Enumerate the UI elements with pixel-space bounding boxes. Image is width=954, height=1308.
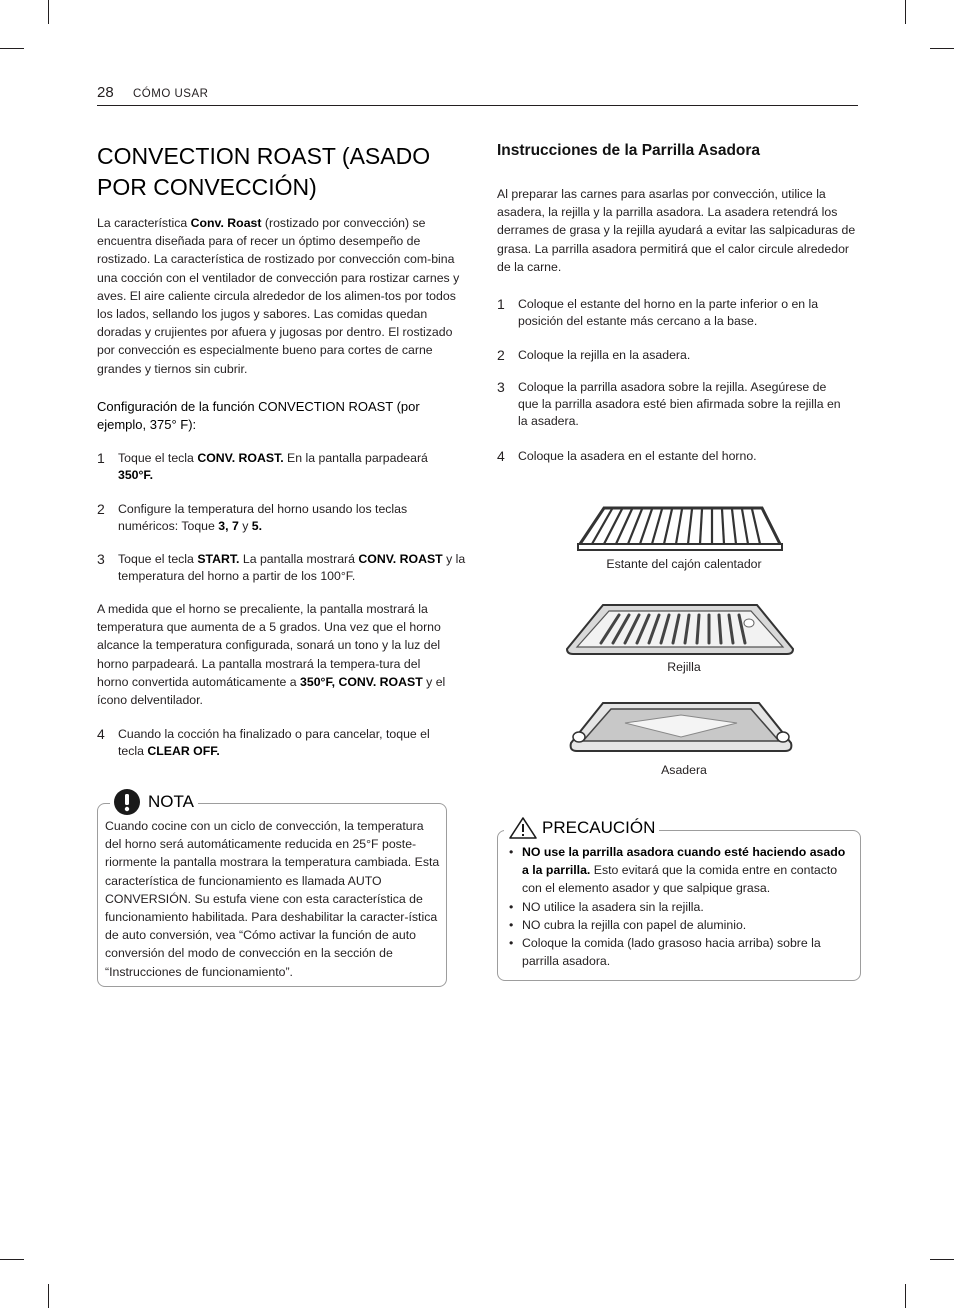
broiler-step-2: [497, 347, 849, 364]
caution-title: PRECAUCIÓN: [542, 818, 656, 837]
caution-list: [508, 843, 848, 970]
note-box: [97, 803, 447, 987]
caution-item: • NO use la parrilla asadora cuando esté haciendo asado a la parrilla. Esto evitará que la comida entre en contacto con el elemento asador y que salpique grasa.: [508, 843, 848, 898]
step-number: 4: [497, 448, 505, 464]
crop-mark: [0, 1259, 24, 1260]
caution-label: [504, 815, 659, 841]
step-number: 3: [97, 551, 105, 567]
config-heading: Configuración de la función CONVECTION ROAST (por ejemplo, 375° F):: [97, 399, 420, 432]
broiler-step-3: [497, 379, 849, 430]
broiler-heading: Instrucciones de la Parrilla Asadora: [497, 142, 761, 159]
step-number: 1: [497, 296, 505, 312]
config-step-2: [97, 501, 457, 535]
step-text: Coloque la rejilla en la asadera.: [518, 348, 691, 362]
caution-item: • Coloque la comida (lado grasoso hacia arriba) sobre la parrilla asadora.: [508, 934, 848, 970]
config-step-4: [97, 726, 457, 760]
pan-caption: Asadera: [661, 763, 707, 777]
step-text: Toque el tecla START. La pantalla mostrará CONV. ROAST y la temperatura del horno a partir de los 100°F.: [118, 552, 466, 583]
intro-text: La característica: [97, 216, 191, 230]
broiler-pan-image: [565, 697, 797, 755]
note-title: NOTA: [148, 792, 194, 811]
broiler-intro: Al preparar las carnes para asarlas por convección, utilice la asadera, la rejilla y la parrilla asadora. La asadera retendrá los derrames de grasa y la rejilla ayudará a evitar las salpicaduras de grasa. La parrilla asadora permitirá que el calor circule alrededor de la carne.: [497, 187, 856, 274]
crop-mark: [905, 1284, 906, 1308]
step-text: Toque el tecla CONV. ROAST. En la pantalla parpadeará 350°F.: [118, 451, 428, 482]
step-number: 2: [97, 501, 105, 517]
config-step-3: [97, 551, 467, 585]
intro-text: (rostizado por convección) se encuentra diseñada para of recer un óptimo desempeño de rostizado. La característica de rostizado por convección com-bina una cocción con el ventilador de convección para rostizar carnes y aves. El aire caliente circula alrededor de los alimen-tos por todos los lados, sellando los jugos y sabores. Las comidas quedan doradas y crujientes por afuera y jugosas por dentro. El rostizado por convección es especialmente bueno para cortes de carne grandes y tiernos sin cubrir.: [97, 216, 460, 376]
broiler-step-4: [497, 448, 849, 465]
note-text: Cuando cocine con un ciclo de convección, la temperatura del horno será automáticamente reducida en 25°F poste-riormente la pantalla mostrara la temperatura cambiada. Esta característica de funcionamiento es llamada AUTO CONVERSIÓN. Su estufa viene con esta característica de funcionamiento habilitada. Para deshabilitar la caracter-ística de auto conversión, vea “Cómo activar la función de auto conversión del modo de convección en la sección de “Instrucciones de funcionamiento”.: [105, 819, 440, 979]
intro-bold: Conv. Roast: [190, 216, 262, 230]
note-label: [110, 788, 198, 816]
broiler-step-1: [497, 296, 849, 330]
step-number: 4: [97, 726, 105, 742]
step-text: Coloque el estante del horno en la parte inferior o en la posición del estante más cercano a la base.: [518, 297, 819, 328]
rack-caption: Estante del cajón calentador: [606, 557, 762, 571]
step-text: Cuando la cocción ha finalizado o para cancelar, toque el tecla CLEAR OFF.: [118, 727, 430, 758]
oven-rack-image: [574, 500, 786, 552]
grid-caption: Rejilla: [667, 660, 701, 674]
preheat-paragraph: A medida que el horno se precaliente, la pantalla mostrará la temperatura que aumenta de a 5 grados. Una vez que el horno alcance la temperatura configurada, sonará un tono y la luz del horno parpadeará. La pantalla mostrará la tempera-tura del horno convertida automáticamente a 350°F, CONV. ROAST y el ícono delventilador.: [97, 602, 446, 708]
step-text: Configure la temperatura del horno usando los teclas numéricos: Toque 3, 7 y 5.: [118, 502, 408, 533]
crop-mark: [930, 48, 954, 49]
crop-mark: [905, 0, 906, 24]
step-number: 2: [497, 347, 505, 363]
caution-box: [497, 830, 861, 981]
broiler-grid-image: [563, 601, 797, 657]
crop-mark: [0, 48, 24, 49]
step-number: 1: [97, 450, 105, 466]
warning-triangle-icon: [508, 816, 538, 840]
page-title: CONVECTION ROAST (ASADO POR CONVECCIÓN): [97, 143, 431, 200]
section-title: CÓMO USAR: [133, 88, 209, 100]
caution-item: • NO cubra la rejilla con papel de aluminio.: [508, 916, 848, 934]
step-number: 3: [497, 379, 505, 395]
crop-mark: [48, 0, 49, 24]
exclamation-circle-icon: [114, 789, 140, 815]
crop-mark: [48, 1284, 49, 1308]
caution-item: • NO utilice la asadera sin la rejilla.: [508, 898, 848, 916]
crop-mark: [930, 1259, 954, 1260]
intro-paragraph: [97, 214, 463, 378]
config-step-1: [97, 450, 461, 484]
step-text: Coloque la parrilla asadora sobre la rejilla. Asegúrese de que la parrilla asadora esté bien afirmada sobre la rejilla en la asadera.: [518, 380, 841, 428]
page-number: 28: [97, 84, 114, 101]
page-header: [97, 84, 858, 106]
step-text: Coloque la asadera en el estante del horno.: [518, 449, 757, 463]
